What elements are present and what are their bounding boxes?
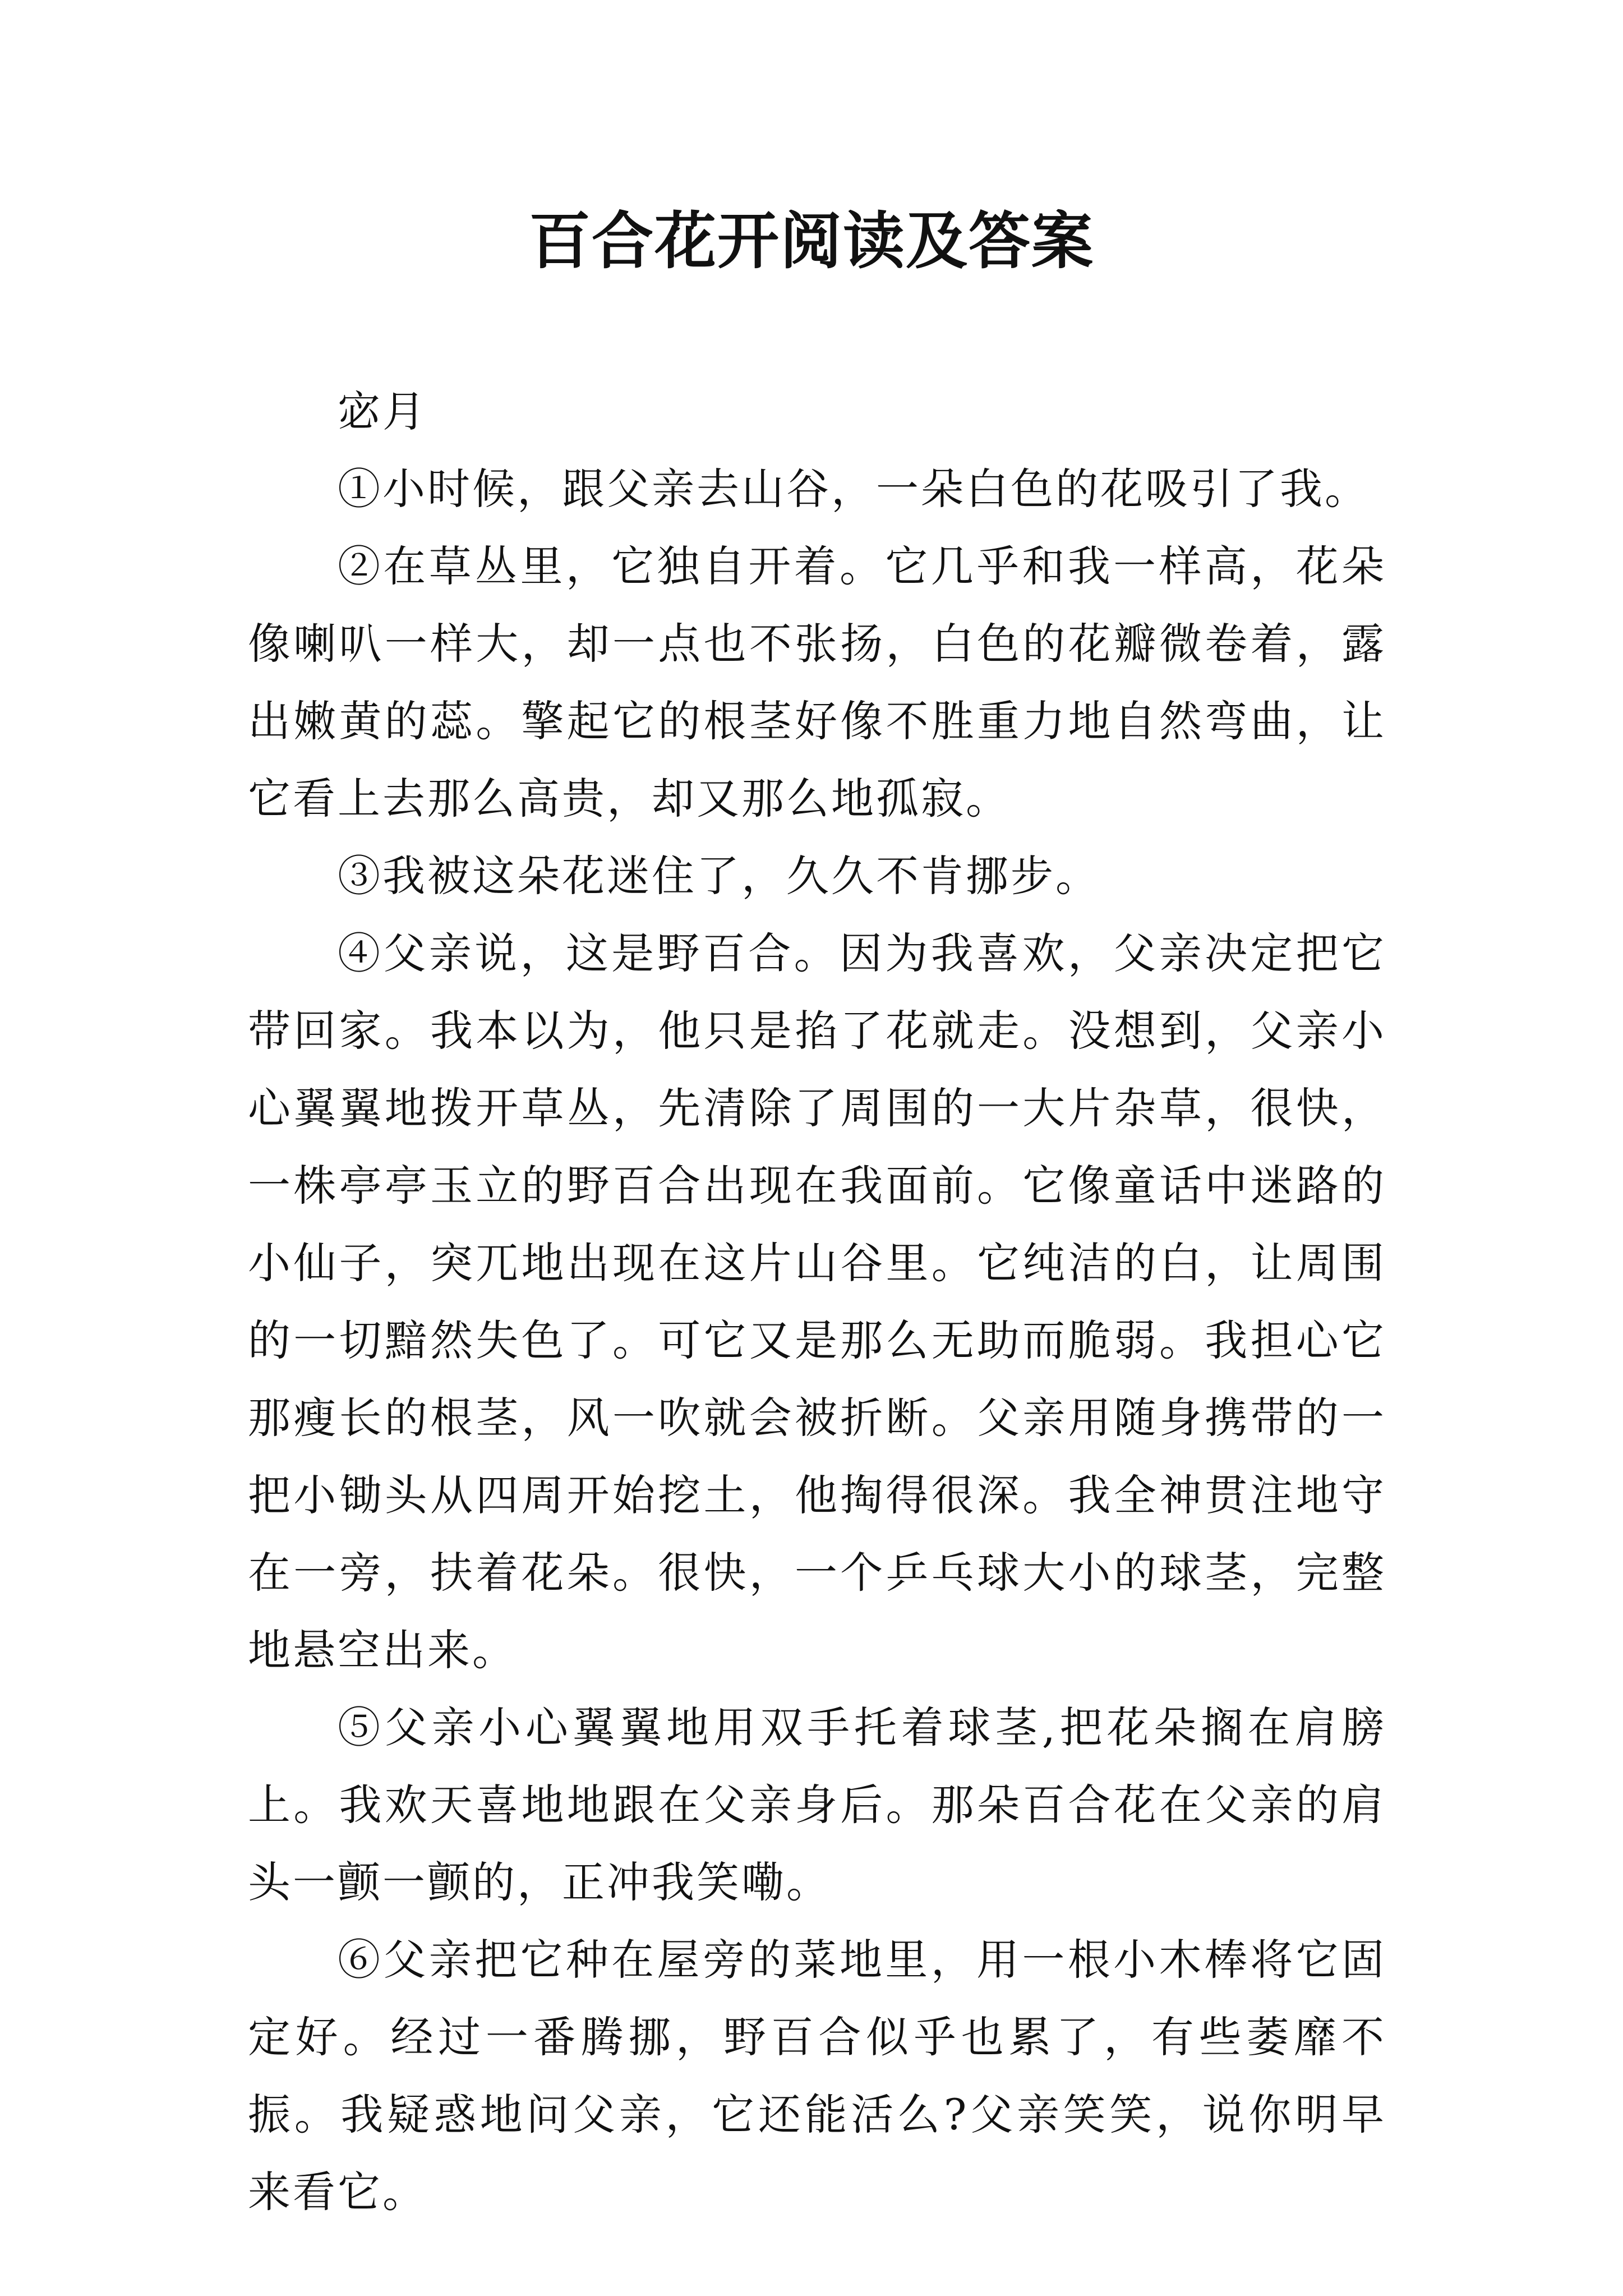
paragraph-5: ⑤父亲小心翼翼地用双手托着球茎,把花朵搁在肩膀上。我欢天喜地地跟在父亲身后。那朵百合花在父亲的肩头一颤一颤的，正冲我笑嘞。 <box>248 1703 1386 1907</box>
paragraph-6: ⑥父亲把它种在屋旁的菜地里，用一根小木棒将它固定好。经过一番腾挪，野百合似乎也累了，有些萎靡不振。我疑惑地问父亲，它还能活么?父亲笑笑，说你明早来看它。 <box>248 1935 1386 2217</box>
article-body <box>248 373 1386 2231</box>
page-title: 百合花开阅读及答案 <box>529 205 1094 277</box>
paragraph-2: ②在草丛里，它独自开着。它几乎和我一样高，花朵像喇叭一样大，却一点也不张扬，白色的花瓣微卷着，露出嫩黄的蕊。擎起它的根茎好像不胜重力地自然弯曲，让它看上去那么高贵，却又那么地孤寂。 <box>248 541 1386 823</box>
author-line: 宓月 <box>338 386 427 436</box>
paragraph-1: ①小时候，跟父亲去山谷，一朵白色的花吸引了我。 <box>338 464 1370 514</box>
paragraph-3: ③我被这朵花迷住了，久久不肯挪步。 <box>338 851 1100 901</box>
paragraph-4: ④父亲说，这是野百合。因为我喜欢，父亲决定把它带回家。我本以为，他只是掐了花就走。没想到，父亲小心翼翼地拨开草丛，先清除了周围的一大片杂草，很快，一株亭亭玉立的野百合出现在我面前。它像童话中迷路的小仙子，突兀地出现在这片山谷里。它纯洁的白，让周围的一切黯然失色了。可它又是那么无助而脆弱。我担心它那瘦长的根茎，风一吹就会被折断。父亲用随身携带的一把小锄头从四周开始挖土，他掏得很深。我全神贯注地守在一旁，扶着花朵。很快，一个乒乓球大小的球茎，完整地悬空出来。 <box>248 928 1386 1675</box>
